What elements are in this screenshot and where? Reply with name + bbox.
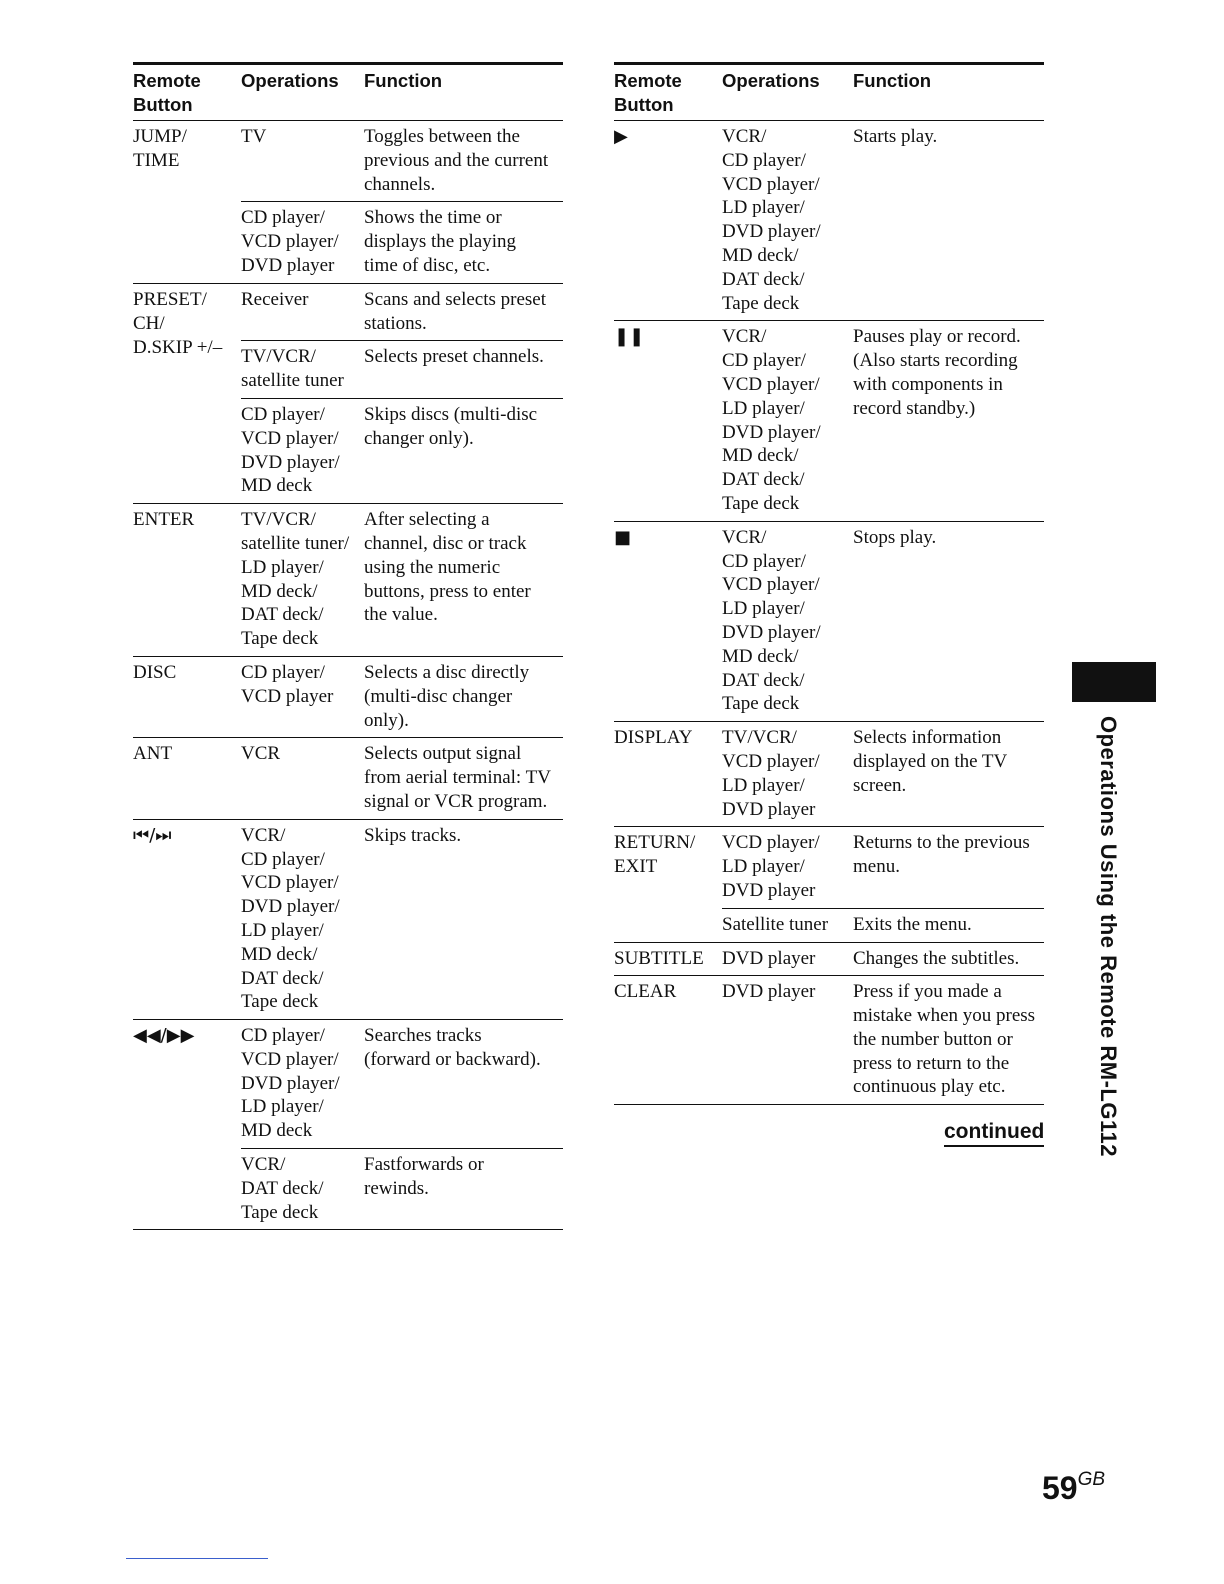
operations-cell: CD player/ VCD player/ DVD player/ LD player/ MD deck bbox=[241, 1025, 340, 1142]
table-row-group bbox=[614, 943, 1044, 977]
table-row-group bbox=[133, 504, 563, 657]
function-cell: Selects preset channels. bbox=[364, 346, 544, 368]
left-table bbox=[133, 62, 563, 1230]
table-row bbox=[241, 820, 563, 1019]
right-table bbox=[614, 62, 1044, 1105]
operations-cell: VCR/ CD player/ VCD player/ DVD player/ LD player/ MD deck/ DAT deck/ Tape deck bbox=[241, 824, 340, 1013]
table-row-group bbox=[614, 522, 1044, 722]
operation-rows bbox=[241, 284, 563, 503]
operations-cell: VCR/ CD player/ VCD player/ LD player/ DVD player/ MD deck/ DAT deck/ Tape deck bbox=[722, 126, 821, 314]
footer-rule bbox=[126, 1558, 268, 1559]
operation-rows bbox=[241, 504, 563, 656]
operations-cell: CD player/ VCD player/ DVD player/ MD deck bbox=[241, 403, 340, 497]
remote-button-cell: ■ bbox=[614, 526, 632, 548]
function-cell: Selects information displayed on the TV screen. bbox=[853, 727, 1008, 796]
table-row bbox=[241, 504, 563, 656]
operation-rows bbox=[722, 976, 1044, 1104]
left-table-header bbox=[133, 62, 563, 121]
right-table-header bbox=[614, 62, 1044, 121]
operations-cell: VCR/ CD player/ VCD player/ LD player/ DVD player/ MD deck/ DAT deck/ Tape deck bbox=[722, 326, 821, 514]
left-table-body bbox=[133, 121, 563, 1230]
header-operations: Operations bbox=[722, 70, 820, 91]
operations-cell: VCR/ CD player/ VCD player/ LD player/ DVD player/ MD deck/ DAT deck/ Tape deck bbox=[722, 526, 821, 715]
operation-rows bbox=[722, 321, 1044, 520]
operation-rows bbox=[241, 738, 563, 818]
operation-rows bbox=[722, 827, 1044, 941]
table-row bbox=[722, 121, 1044, 320]
operations-cell: VCR/ DAT deck/ Tape deck bbox=[241, 1154, 324, 1223]
page-number-suffix: GB bbox=[1077, 1469, 1106, 1491]
table-row bbox=[241, 398, 563, 503]
function-cell: Skips discs (multi-disc changer only). bbox=[364, 403, 538, 449]
function-cell: Shows the time or displays the playing time of disc, etc. bbox=[364, 207, 516, 276]
table-row-group bbox=[133, 820, 563, 1020]
table-row-group bbox=[614, 321, 1044, 521]
continued-label: continued bbox=[944, 1120, 1044, 1147]
operations-cell: Satellite tuner bbox=[722, 913, 829, 935]
table-row-group bbox=[614, 121, 1044, 321]
table-row bbox=[241, 738, 563, 818]
remote-button-cell: ▶ bbox=[614, 126, 628, 147]
operations-cell: Receiver bbox=[241, 288, 309, 310]
right-table-body bbox=[614, 121, 1044, 1105]
function-cell: Pauses play or record. (Also starts recording with components in record standby.) bbox=[853, 326, 1021, 419]
section-tab-marker bbox=[1072, 662, 1156, 702]
table-row bbox=[722, 943, 1044, 976]
operations-cell: VCR bbox=[241, 743, 281, 765]
operations-cell: DVD player bbox=[722, 981, 816, 1003]
remote-button-cell: PRESET/ CH/ D.SKIP +/– bbox=[133, 288, 223, 358]
table-row bbox=[722, 522, 1044, 721]
table-row bbox=[241, 201, 563, 282]
table-row-group bbox=[133, 121, 563, 284]
remote-button-cell: ENTER bbox=[133, 509, 195, 531]
function-cell: Starts play. bbox=[853, 126, 938, 147]
table-row-group bbox=[133, 657, 563, 738]
operations-cell: TV/VCR/ VCD player/ LD player/ DVD player bbox=[722, 727, 820, 820]
remote-button-cell: SUBTITLE bbox=[614, 947, 704, 969]
function-cell: Returns to the previous menu. bbox=[853, 832, 1030, 878]
remote-button-cell: DISC bbox=[133, 661, 177, 683]
section-side-title: Operations Using the Remote RM-LG112 bbox=[1096, 716, 1121, 1157]
header-operations: Operations bbox=[241, 70, 339, 91]
table-row bbox=[241, 340, 563, 398]
operation-rows bbox=[722, 722, 1044, 826]
operations-cell: CD player/ VCD player/ DVD player bbox=[241, 207, 339, 276]
function-cell: Skips tracks. bbox=[364, 824, 462, 846]
operations-cell: CD player/ VCD player bbox=[241, 661, 334, 707]
operation-rows bbox=[722, 943, 1044, 976]
operation-rows bbox=[241, 657, 563, 737]
remote-button-cell: ANT bbox=[133, 743, 173, 765]
function-cell: Toggles between the previous and the current channels. bbox=[364, 126, 549, 195]
page-number bbox=[1042, 1470, 1105, 1507]
table-row bbox=[241, 1020, 563, 1148]
remote-button-cell: ⏮/⏭ bbox=[133, 824, 172, 846]
operation-rows bbox=[241, 121, 563, 283]
remote-button-cell: RETURN/ EXIT bbox=[614, 832, 696, 878]
header-function: Function bbox=[853, 70, 932, 91]
remote-button-cell: CLEAR bbox=[614, 981, 677, 1003]
operations-cell: DVD player bbox=[722, 947, 816, 969]
remote-button-cell: DISPLAY bbox=[614, 727, 693, 749]
remote-button-cell: ◀◀/▶▶ bbox=[133, 1025, 195, 1047]
table-row bbox=[241, 284, 563, 341]
table-row-group bbox=[614, 722, 1044, 827]
header-remote-button: Remote Button bbox=[133, 70, 201, 115]
table-row-group bbox=[133, 738, 563, 819]
function-cell: Stops play. bbox=[853, 526, 937, 548]
function-cell: Fastforwards or rewinds. bbox=[364, 1154, 484, 1199]
table-row bbox=[241, 657, 563, 737]
function-cell: Selects a disc directly (multi-disc changer only). bbox=[364, 661, 530, 731]
operations-cell: TV/VCR/ satellite tuner/ LD player/ MD deck/ DAT deck/ Tape deck bbox=[241, 509, 350, 650]
table-row-group bbox=[614, 827, 1044, 942]
table-row-group bbox=[614, 976, 1044, 1105]
header-function: Function bbox=[364, 70, 443, 91]
function-cell: Press if you made a mistake when you press the number button or press to return to the continuous play etc. bbox=[853, 981, 1036, 1098]
operation-rows bbox=[722, 522, 1044, 721]
operations-cell: TV bbox=[241, 126, 267, 147]
table-row bbox=[722, 976, 1044, 1104]
function-cell: Changes the subtitles. bbox=[853, 947, 1020, 969]
operations-cell: TV/VCR/ satellite tuner bbox=[241, 346, 344, 392]
table-row bbox=[722, 827, 1044, 907]
table-row bbox=[722, 722, 1044, 826]
header-remote-button: Remote Button bbox=[614, 70, 682, 115]
function-cell: Searches tracks (forward or backward). bbox=[364, 1025, 541, 1070]
function-cell: Exits the menu. bbox=[853, 913, 972, 935]
operation-rows bbox=[241, 820, 563, 1019]
remote-button-cell: ❚❚ bbox=[614, 326, 645, 348]
table-row-group bbox=[133, 1020, 563, 1230]
function-cell: Scans and selects preset stations. bbox=[364, 288, 547, 334]
page-number-value: 59 bbox=[1042, 1470, 1078, 1506]
operation-rows bbox=[241, 1020, 563, 1229]
operation-rows bbox=[722, 121, 1044, 320]
table-row bbox=[241, 121, 563, 201]
table-row bbox=[722, 908, 1044, 942]
table-row-group bbox=[133, 284, 563, 504]
remote-button-cell: JUMP/ TIME bbox=[133, 126, 187, 171]
function-cell: Selects output signal from aerial terminal: TV signal or VCR program. bbox=[364, 743, 551, 812]
function-cell: After selecting a channel, disc or track using the numeric buttons, press to enter the value. bbox=[364, 509, 531, 626]
table-row bbox=[722, 321, 1044, 520]
table-row bbox=[241, 1148, 563, 1229]
operations-cell: VCD player/ LD player/ DVD player bbox=[722, 832, 820, 901]
